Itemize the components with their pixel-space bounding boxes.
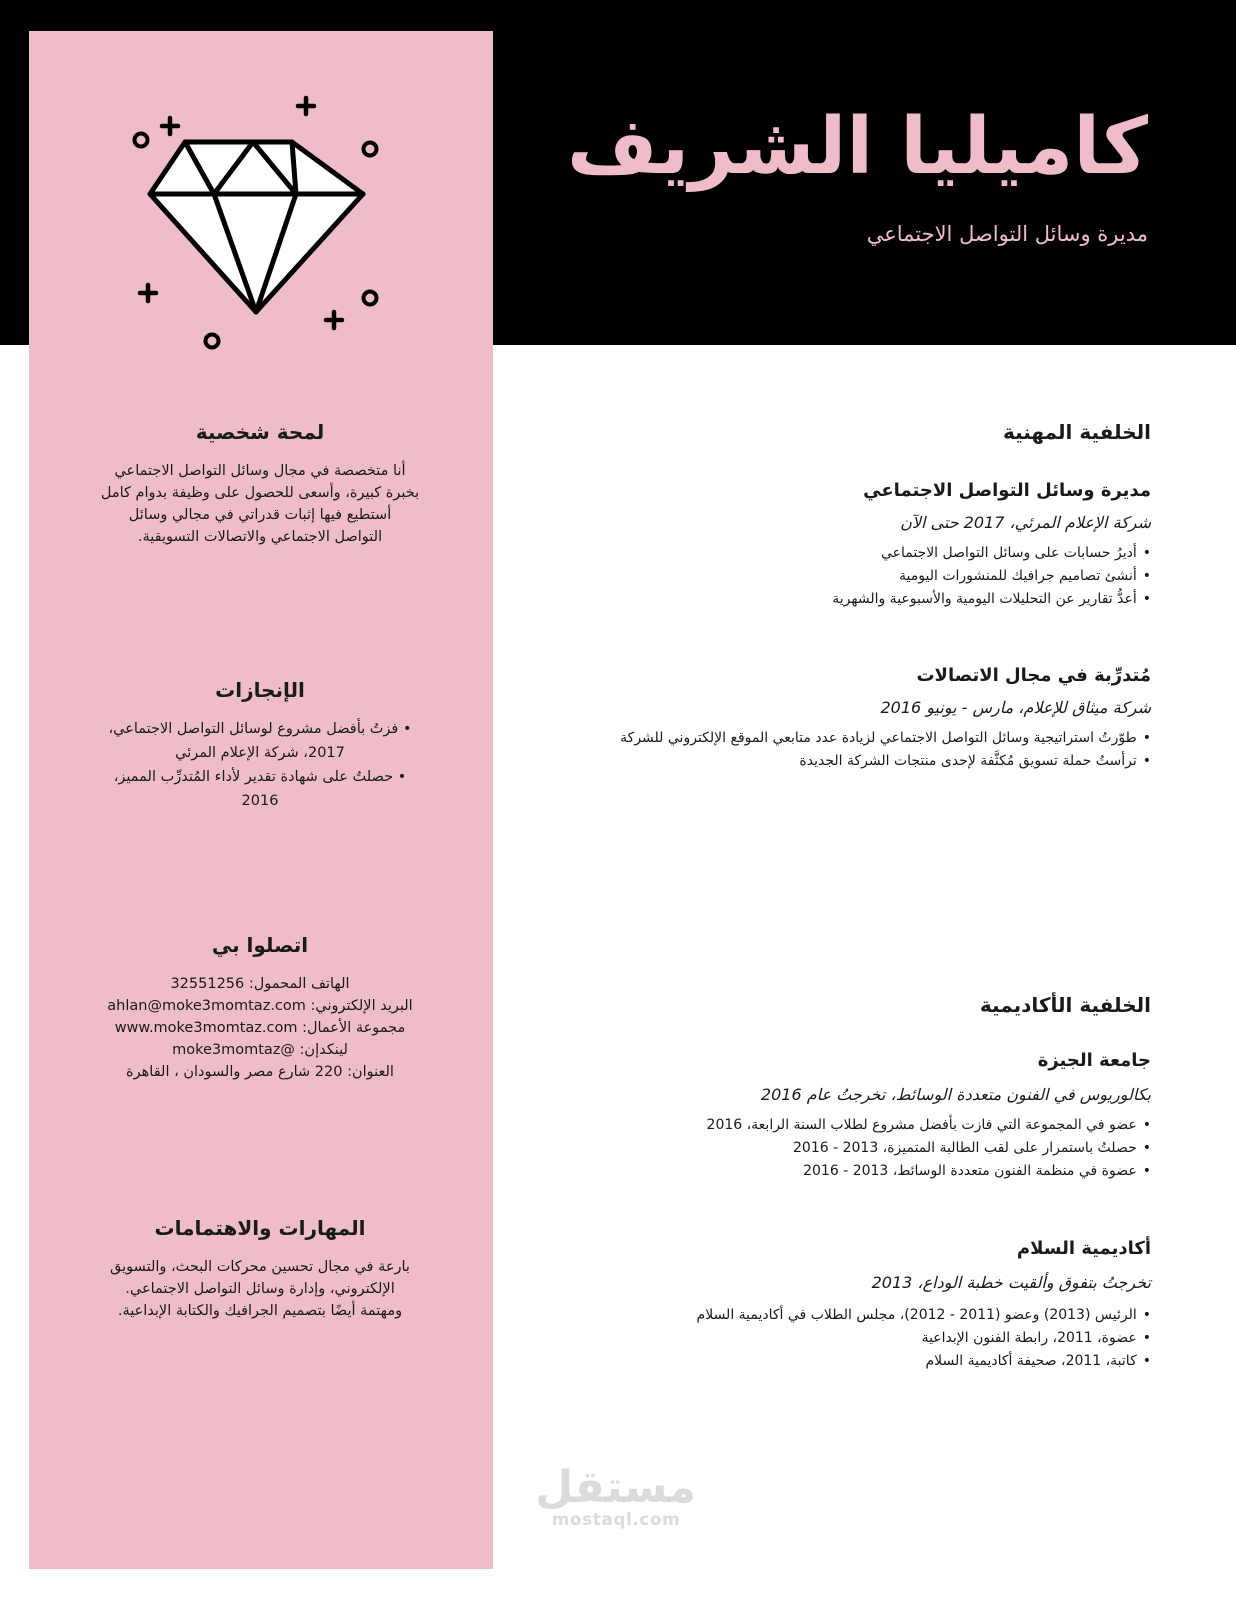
school-bullets [531, 1304, 1151, 1373]
list-item: • الرئيس (2013) وعضو (2011 - 2012)، مجلس الطلاب في أكاديمية السلام [531, 1304, 1151, 1327]
diamond-logo [120, 80, 410, 370]
contact-section [70, 933, 450, 1083]
watermark-arabic: مستقل [535, 1462, 696, 1513]
achievements-list [70, 718, 450, 813]
contact-email: البريد الإلكتروني: ahlan@moke3momtaz.com [107, 998, 413, 1014]
profile-heading: لمحة شخصية [195, 420, 325, 444]
watermark-latin: mostaql.com [551, 1510, 681, 1530]
candidate-job-title: مديرة وسائل التواصل الاجتماعي [866, 222, 1148, 246]
contact-portfolio: مجموعة الأعمال: www.moke3momtaz.com [114, 1020, 406, 1036]
school-name: أكاديمية السلام [1016, 1238, 1151, 1259]
profile-line: أستطيع فيها إثبات قدراتي في مجالي وسائل [128, 507, 392, 523]
list-item: • طوّرتُ استراتيجية وسائل التواصل الاجتماعي لزيادة عدد متابعي الموقع الإلكتروني للشركة [531, 727, 1151, 750]
achievements-section [70, 678, 450, 814]
list-item: 2016 [241, 793, 279, 809]
diamond-icon [120, 80, 410, 370]
list-item: • كاتبة، 2011، صحيفة أكاديمية السلام [531, 1350, 1151, 1373]
candidate-name: كاميليا الشريف [566, 102, 1148, 192]
list-item: • عضوة، 2011، رابطة الفنون الإبداعية [531, 1327, 1151, 1350]
list-item: • فزتُ بأفضل مشروع لوسائل التواصل الاجتماعي، [108, 721, 412, 737]
list-item: • ترأستُ حملة تسويق مُكثَّفة لإحدى منتجات الشركة الجديدة [531, 750, 1151, 773]
school-meta: تخرجتُ بتفوق وألقيت خطبة الوداع، 2013 [871, 1273, 1151, 1292]
profile-line: بخبرة كبيرة، وأسعى للحصول على وظيفة بدوام كامل [100, 485, 420, 501]
profile-section [70, 420, 450, 548]
school-entry [531, 1238, 1151, 1373]
list-item: • عضوة في منظمة الفنون متعددة الوسائط، 2013 - 2016 [531, 1160, 1151, 1183]
contact-linkedin: لينكدإن: @moke3momtaz [172, 1042, 348, 1058]
list-item: • أنشئ تصاميم جرافيك للمنشورات اليومية [531, 565, 1151, 588]
job-title: مديرة وسائل التواصل الاجتماعي [863, 480, 1151, 501]
job-title: مُتدرِّبة في مجال الاتصالات [916, 665, 1151, 686]
experience-heading: الخلفية المهنية [1002, 420, 1151, 444]
contact-heading: اتصلوا بي [211, 933, 309, 957]
watermark [535, 1462, 696, 1530]
list-item: • أعدُّ تقارير عن التحليلات اليومية والأسبوعية والشهرية [531, 588, 1151, 611]
profile-line: التواصل الاجتماعي والاتصالات التسويقية. [137, 529, 383, 545]
school-meta: بكالوريوس في الفنون متعددة الوسائط، تخرجتُ عام 2016 [760, 1085, 1151, 1104]
job-bullets [531, 727, 1151, 773]
contact-phone: الهاتف المحمول: 32551256 [170, 976, 350, 992]
job-bullets [531, 542, 1151, 611]
achievements-heading: الإنجازات [215, 678, 305, 702]
job-entry [531, 480, 1151, 611]
skills-section [70, 1216, 450, 1322]
school-name: جامعة الجيزة [1037, 1050, 1151, 1071]
list-item: 2017، شركة الإعلام المرئي [175, 745, 345, 761]
skills-line: ومهتمة أيضًا بتصميم الجرافيك والكتابة الإبداعية. [117, 1303, 403, 1319]
profile-line: أنا متخصصة في مجال وسائل التواصل الاجتماعي [114, 463, 406, 479]
list-item: • عضو في المجموعة التي فازت بأفضل مشروع لطلاب السنة الرابعة، 2016 [531, 1114, 1151, 1137]
job-meta: شركة ميثاق للإعلام، مارس - يونيو 2016 [880, 698, 1151, 717]
contact-address: العنوان: 220 شارع مصر والسودان ، القاهرة [126, 1064, 394, 1080]
skills-line: الإلكتروني، وإدارة وسائل التواصل الاجتماعي. [125, 1281, 395, 1297]
school-entry [531, 1050, 1151, 1183]
job-meta: شركة الإعلام المرئي، 2017 حتى الآن [900, 513, 1151, 532]
list-item: • حصلتُ باستمرار على لقب الطالبة المتميزة، 2013 - 2016 [531, 1137, 1151, 1160]
skills-heading: المهارات والاهتمامات [154, 1216, 366, 1240]
education-heading: الخلفية الأكاديمية [979, 993, 1151, 1017]
skills-line: بارعة في مجال تحسين محركات البحث، والتسويق [110, 1259, 410, 1275]
list-item: • أديرُ حسابات على وسائل التواصل الاجتماعي [531, 542, 1151, 565]
job-entry [531, 665, 1151, 773]
list-item: • حصلتُ على شهادة تقدير لأداء المُتدرِّب المميز، [113, 769, 407, 785]
school-bullets [531, 1114, 1151, 1183]
